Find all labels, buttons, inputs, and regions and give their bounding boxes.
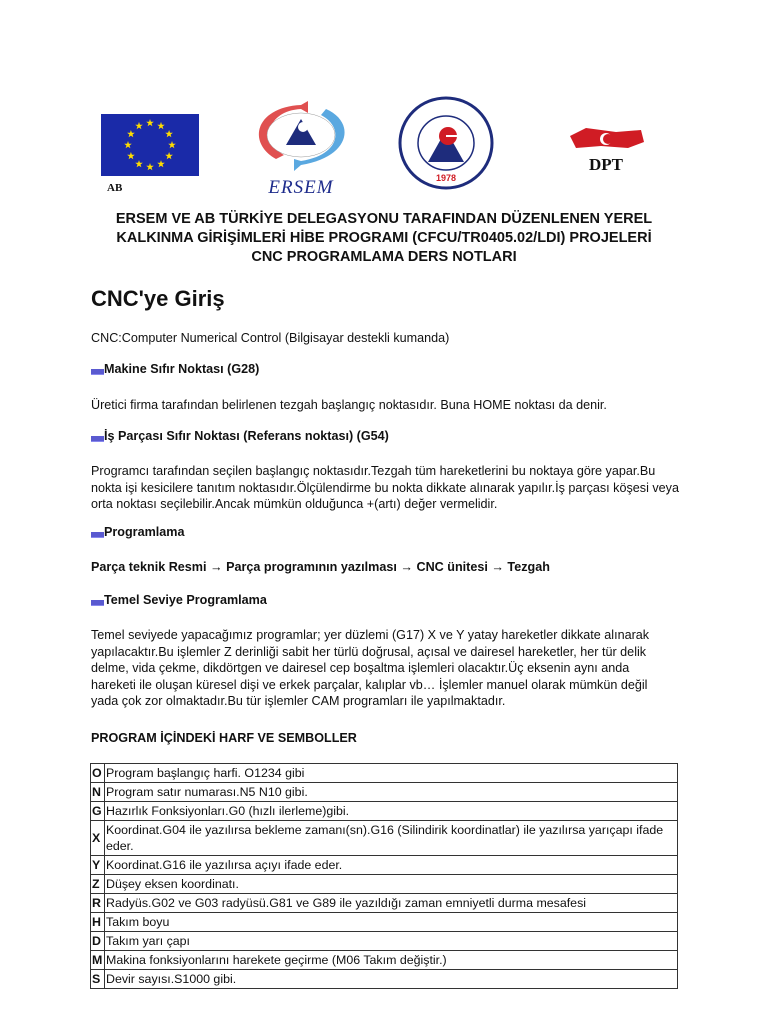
- erciyes-year: 1978: [435, 173, 457, 183]
- erciyes-university-seal: [398, 96, 494, 195]
- eu-logo: [101, 114, 199, 194]
- description-cell: Koordinat.G04 ile yazılırsa bekleme zamanı(sn).G16 (Silindirik koordinatlar) ile yazılırsa yarıçapı ifade eder.: [105, 821, 678, 856]
- symbol-cell: H: [91, 913, 105, 932]
- table-row: [91, 821, 678, 856]
- description-cell: Takım boyu: [105, 913, 678, 932]
- document-title: [60, 210, 708, 267]
- table-row: [91, 856, 678, 875]
- bullet-bar-icon: [91, 369, 104, 375]
- symbol-cell: Z: [91, 875, 105, 894]
- ersem-label: ERSEM: [268, 177, 334, 198]
- section-heading: [91, 525, 185, 539]
- symbol-cell: O: [91, 764, 105, 783]
- symbol-cell: Y: [91, 856, 105, 875]
- symbol-cell: X: [91, 821, 105, 856]
- section-text: Üretici firma tarafından belirlenen tezgah başlangıç noktasıdır. Buna HOME noktası da denir.: [91, 398, 607, 412]
- table-row: [91, 894, 678, 913]
- section-heading: [91, 362, 259, 376]
- description-cell: Program satır numarası.N5 N10 gibi.: [105, 783, 678, 802]
- dpt-label: DPT: [589, 155, 623, 174]
- table-row: [91, 970, 678, 989]
- bullet-bar-icon: [91, 600, 104, 606]
- description-cell: Koordinat.G16 ile yazılırsa açıyı ifade eder.: [105, 856, 678, 875]
- table-title: PROGRAM İÇİNDEKİ HARF VE SEMBOLLER: [91, 731, 357, 745]
- description-cell: Devir sayısı.S1000 gibi.: [105, 970, 678, 989]
- section-title: Temel Seviye Programlama: [104, 593, 267, 607]
- eu-flag-icon: [101, 114, 199, 176]
- section-heading: [91, 429, 389, 443]
- bullet-bar-icon: [91, 436, 104, 442]
- dpt-emblem-icon: [556, 102, 656, 192]
- symbol-cell: R: [91, 894, 105, 913]
- section-heading: [91, 593, 267, 607]
- ersem-logo: [246, 97, 356, 198]
- symbol-cell: M: [91, 951, 105, 970]
- description-cell: Takım yarı çapı: [105, 932, 678, 951]
- description-cell: Makina fonksiyonlarını harekete geçirme (M06 Takım değiştir.): [105, 951, 678, 970]
- description-cell: Düşey eksen koordinatı.: [105, 875, 678, 894]
- eu-label: AB: [107, 182, 123, 194]
- section-title: İş Parçası Sıfır Noktası (Referans noktası) (G54): [104, 429, 389, 443]
- title-line: CNC PROGRAMLAMA DERS NOTLARI: [251, 249, 517, 265]
- dpt-logo: [556, 102, 656, 197]
- erciyes-seal-icon: [398, 96, 494, 190]
- section-text: Programcı tarafından seçilen başlangıç noktasıdır.Tezgah tüm hareketlerini bu noktaya göre yapar.Bu nokta işi kesicilere tanıtım noktasıdır.Ölçülendirme bu nokta dikkate alınarak yapılır.İş parçası köşesi veya orta noktası seçilebilir.Ancak mümkün olduğunca +(artı) değer vermelidir.: [91, 464, 679, 512]
- description-cell: Hazırlık Fonksiyonları.G0 (hızlı ilerleme)gibi.: [105, 802, 678, 821]
- bullet-bar-icon: [91, 532, 104, 538]
- section-title: Makine Sıfır Noktası (G28): [104, 362, 260, 376]
- table-row: [91, 932, 678, 951]
- symbol-cell: D: [91, 932, 105, 951]
- page-heading: CNC'ye Giriş: [91, 286, 225, 311]
- description-cell: Radyüs.G02 ve G03 radyüsü.G81 ve G89 ile yazıldığı zaman emniyetli durma mesafesi: [105, 894, 678, 913]
- table-row: [91, 764, 678, 783]
- table-row: [91, 913, 678, 932]
- symbol-cell: G: [91, 802, 105, 821]
- symbol-cell: N: [91, 783, 105, 802]
- symbols-table: [90, 763, 678, 989]
- table-row: [91, 875, 678, 894]
- symbol-cell: S: [91, 970, 105, 989]
- table-row: [91, 783, 678, 802]
- table-row: [91, 802, 678, 821]
- title-line: KALKINMA GİRİŞİMLERİ HİBE PROGRAMI (CFCU/TR0405.02/LDI) PROJELERİ: [116, 230, 652, 246]
- table-row: [91, 951, 678, 970]
- section-text: Parça teknik Resmi → Parça programının yazılması → CNC ünitesi → Tezgah: [91, 560, 550, 574]
- intro-text: CNC:Computer Numerical Control (Bilgisayar destekli kumanda): [91, 331, 450, 345]
- section-text: Temel seviyede yapacağımız programlar; yer düzlemi (G17) X ve Y yatay hareketler dikkate alınarak yapılacaktır.Bu işlemler Z derinliği sabit her türlü doğrusal, açısal ve dairesel hareketler, her tür delik delme, vida çekme, dikdörtgen ve dairesel cep boşaltma işlemleri olacaktır.Üç eksenin aynı anda hareketi ile oluşan küresel dişi ve erkek parçalar, kalıplar vb… İşlemler manuel olarak mümkün değil yada çok zor olmaktadır.Bu tür işlemler CAM programları ile yapılmaktadır.: [91, 628, 650, 709]
- title-line: ERSEM VE AB TÜRKİYE DELEGASYONU TARAFINDAN DÜZENLENEN YEREL: [115, 211, 653, 227]
- section-title: Programlama: [104, 525, 185, 539]
- description-cell: Program başlangıç harfi. O1234 gibi: [105, 764, 678, 783]
- ersem-arrows-icon: [246, 97, 356, 172]
